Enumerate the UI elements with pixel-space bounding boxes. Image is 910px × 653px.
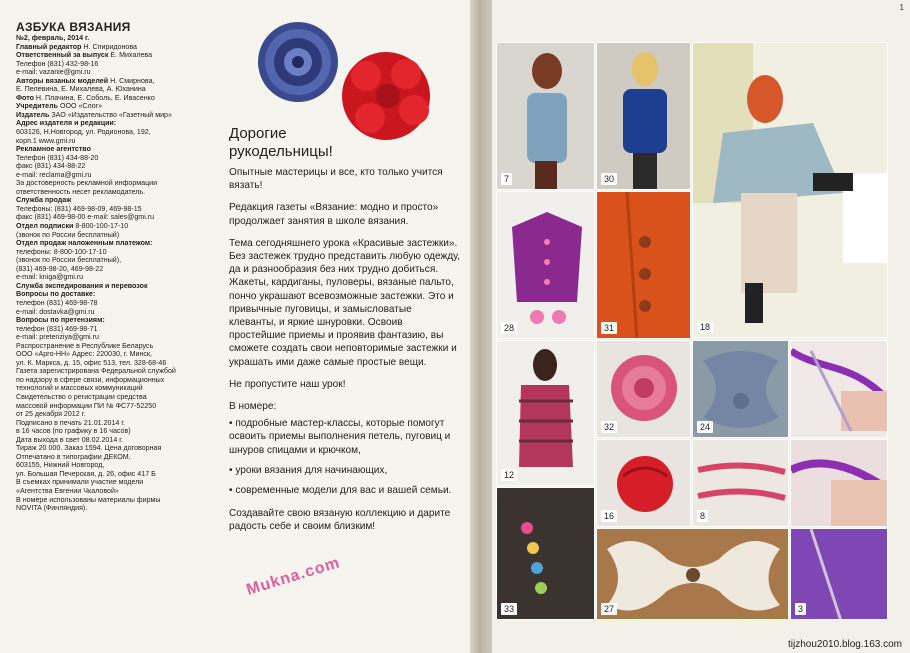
colophon-line: [16, 162, 216, 171]
colophon-text: 603126, Н.Новгород, ул. Родионова, 192,: [16, 128, 151, 137]
colophon-text: 603155, Нижний Новгород,: [16, 461, 105, 470]
photo-number: 3: [795, 603, 806, 615]
colophon-text: Е. Михалева: [110, 51, 153, 60]
colophon-text: ответственность несет рекламодатель.: [16, 187, 146, 196]
colophon-line: [16, 461, 216, 470]
photo-number: 24: [697, 421, 713, 433]
colophon-label: Вопросы по претензиям:: [16, 316, 105, 325]
colophon-text: Н. Смирнова,: [110, 76, 155, 85]
colophon-text: факс (831) 469-98-00 e-mail: sales@gmi.ru: [16, 213, 155, 222]
colophon-line: [16, 51, 216, 60]
colophon-line: [16, 128, 216, 137]
colophon-text: Н. Спиридонова: [83, 42, 137, 51]
colophon-label: Фото: [16, 93, 34, 102]
photo-number: 16: [601, 510, 617, 522]
colophon-line: [16, 77, 216, 86]
colophon-label: Служба экспедирования и перевозок: [16, 281, 148, 290]
photo-8: [692, 439, 789, 527]
photo-crochet-b: [790, 439, 888, 527]
photo-32: [596, 340, 691, 438]
colophon-text: e-mail: kniga@gmi.ru: [16, 273, 84, 282]
colophon-text: За достоверность рекламной информации: [16, 179, 158, 188]
watermark: Mukna.com: [244, 554, 343, 599]
photo-number: 33: [501, 603, 517, 615]
colophon-text: Тираж 20 000. Заказ 1594. Цена договорная: [16, 444, 162, 453]
colophon-label: Издатель: [16, 110, 50, 119]
colophon-line: [16, 282, 216, 291]
colophon-text: (звонок по России бесплатный),: [16, 256, 122, 265]
colophon-text: Распространение в Республике Беларусь: [16, 341, 154, 350]
colophon-line: [16, 444, 216, 453]
colophon-label: Служба продаж: [16, 196, 72, 205]
colophon-line: [16, 222, 216, 231]
colophon-text: массовой информации ПИ № ФС77-52250: [16, 401, 157, 410]
colophon-line: [16, 265, 216, 274]
colophon-line: [16, 68, 216, 77]
colophon-text: Е. Пелевина, Е. Михалева, А. Юханина: [16, 85, 146, 94]
colophon-line: [16, 316, 216, 325]
colophon-line: [16, 325, 216, 334]
photo-30: [596, 42, 691, 190]
colophon-text: Дата выхода в свет 08.02.2014 г.: [16, 435, 123, 444]
colophon-text: факс (831) 434-88-22: [16, 162, 86, 171]
colophon-line: [16, 359, 216, 368]
colophon-text: ЗАО «Издательство «Газетный мир»: [51, 110, 172, 119]
bullet-item: • современные модели для вас и вашей семьи.: [229, 485, 452, 497]
colophon-line: [16, 504, 216, 513]
photo-3: [790, 528, 888, 620]
colophon-line: [16, 231, 216, 240]
colophon-line: [16, 171, 216, 180]
photo-number: 8: [697, 510, 708, 522]
colophon-text: ООО «Слог»: [59, 102, 103, 111]
colophon-line: [16, 410, 216, 419]
issue-date: №2, февраль, 2014 г.: [16, 34, 90, 42]
letter-paragraph: В номере:: [229, 401, 277, 413]
colophon-text: e-mail: pretenziya@gmi.ru: [16, 333, 99, 342]
colophon-line: [16, 496, 216, 505]
photo-28: [496, 191, 595, 339]
photo-16: [596, 439, 691, 527]
colophon-text: Подписано в печать 21.01.2014 г.: [16, 418, 126, 427]
colophon-text: ООО «Арго-НН» Адрес: 220030, г. Минск,: [16, 350, 152, 359]
colophon-line: [16, 290, 216, 299]
blog-credit: tijzhou2010.blog.163.com: [788, 639, 902, 650]
letter-title: Дорогие рукодельницы!: [229, 125, 333, 160]
colophon-line: [16, 256, 216, 265]
colophon-text: В номере использованы материалы фирмы: [16, 495, 161, 504]
colophon-line: [16, 478, 216, 487]
colophon: [16, 20, 216, 513]
photo-number: 27: [601, 603, 617, 615]
colophon-line: [16, 299, 216, 308]
colophon-line: [16, 376, 216, 385]
colophon-text: «Агентства Евгении Чкаловой»: [16, 486, 119, 495]
letter-closing: Создавайте свою вязаную коллекцию и дарите радость себе и своим близким!: [229, 508, 451, 533]
colophon-line: [16, 333, 216, 342]
photo-27: [596, 528, 789, 620]
colophon-text: e-mail: dostavka@gmi.ru: [16, 307, 95, 316]
colophon-lines: [16, 43, 216, 513]
page-number: 1: [899, 3, 904, 12]
colophon-label: Отдел продаж наложенным платежом:: [16, 239, 153, 248]
letter-paragraph: Опытные мастерицы и все, кто только учится вязать!: [229, 167, 443, 192]
colophon-line: [16, 453, 216, 462]
colophon-line: [16, 384, 216, 393]
photo-33: [496, 487, 595, 620]
colophon-line: [16, 342, 216, 351]
colophon-line: [16, 85, 216, 94]
colophon-text: Телефон (831) 434-88-20: [16, 153, 99, 162]
colophon-text: Телефон (831) 432-98-16: [16, 59, 99, 68]
colophon-line: [16, 196, 216, 205]
letter-paragraph: Редакция газеты «Вязание: модно и просто» продолжает занятия в школе вязания.: [229, 202, 439, 227]
colophon-line: [16, 248, 216, 257]
photo-number: 31: [601, 322, 617, 334]
bullet-item: • подробные мастер-классы, которые помогут освоить приемы выполнения петель, пуговиц и шнуров спицами и крючком,: [229, 418, 451, 456]
colophon-line: [16, 111, 216, 120]
colophon-line: [16, 402, 216, 411]
colophon-text: ул. Большая Печерская, д. 26, офис 417 Б: [16, 469, 156, 478]
colophon-text: по надзору в сфере связи, информационных: [16, 375, 165, 384]
colophon-text: телефон (831) 469-98-71: [16, 324, 98, 333]
colophon-line: [16, 487, 216, 496]
colophon-line: [16, 145, 216, 154]
photo-number: 12: [501, 469, 517, 481]
letter-paragraph: Тема сегодняшнего урока «Красивые застежки». Без застежек трудно представить любую одежду, да и разнообразия без них трудно добиться. Жакеты, кардиганы, пуловеры, вязаные пальто, пончо украшают всевозможные застежки. Это и привычные пуговицы, и замысловатые клеванты, и яркие шнуровки. Освоив простейшие приемы и проявив фантазию, вы сможете создать свои неповторимые застежки и украшать ими даже самые простые вещи.: [229, 237, 460, 368]
colophon-text: телефоны: 8-800-100-17-10: [16, 247, 107, 256]
colophon-text: e-mail: reclama@gmi.ru: [16, 170, 92, 179]
masthead: АЗБУКА ВЯЗАНИЯ: [16, 20, 131, 34]
colophon-label: Вопросы по доставке:: [16, 290, 96, 299]
colophon-text: (831) 469-98-20, 469-98-22: [16, 264, 104, 273]
colophon-line: [16, 43, 216, 52]
colophon-text: от 25 декабря 2012 г.: [16, 410, 86, 419]
colophon-line: [16, 94, 216, 103]
colophon-line: [16, 427, 216, 436]
colophon-text: 8-800-100-17-10: [75, 222, 129, 231]
colophon-label: Отдел подписки: [16, 222, 74, 231]
colophon-line: [16, 154, 216, 163]
colophon-label: Учредитель: [16, 102, 58, 111]
colophon-line: [16, 179, 216, 188]
colophon-line: [16, 239, 216, 248]
photo-crochet-a: [790, 340, 888, 438]
spine: [470, 0, 492, 653]
photo-7: [496, 42, 595, 190]
colophon-text: Телефоны: (831) 469-98-09, 469-98-15: [16, 204, 142, 213]
photo-18: [692, 42, 888, 338]
photo-31: [596, 191, 691, 339]
colophon-label: Главный редактор: [16, 42, 82, 51]
colophon-line: [16, 60, 216, 69]
editorial-letter: [229, 125, 461, 543]
colophon-text: (звонок по России бесплатный): [16, 230, 120, 239]
colophon-line: [16, 273, 216, 282]
letter-paragraph: Не пропустите наш урок!: [229, 378, 346, 390]
colophon-text: В съемках принимали участие модели: [16, 478, 144, 487]
colophon-label: Рекламное агентство: [16, 145, 91, 154]
colophon-text: Н. Плачина, Е. Соболь, Е. Ивасенко: [35, 93, 155, 102]
colophon-line: [16, 308, 216, 317]
colophon-text: ул. К. Маркса, д. 15, офис 513, тел. 328-68-46: [16, 358, 167, 367]
colophon-text: технологий и массовых коммуникаций: [16, 384, 143, 393]
photo-number: 7: [501, 173, 512, 185]
photo-number: 30: [601, 173, 617, 185]
colophon-label: Авторы вязаных моделей: [16, 76, 109, 85]
colophon-text: Свидетельство о регистрации средства: [16, 392, 147, 401]
colophon-text: в 16 часов (по графику в 16 часов): [16, 427, 131, 436]
photo-number: 28: [501, 322, 517, 334]
blue-yarn-flower: [258, 22, 338, 102]
colophon-line: [16, 119, 216, 128]
colophon-line: [16, 367, 216, 376]
colophon-line: [16, 393, 216, 402]
photo-12: [496, 340, 595, 486]
colophon-line: [16, 188, 216, 197]
colophon-text: NOVITA (Финляндия).: [16, 504, 88, 513]
colophon-label: Ответственный за выпуск: [16, 51, 109, 60]
colophon-text: телефон (831) 469-98-78: [16, 298, 98, 307]
colophon-line: [16, 470, 216, 479]
colophon-line: [16, 137, 216, 146]
colophon-line: [16, 419, 216, 428]
bullet-item: • уроки вязания для начинающих,: [229, 464, 388, 476]
colophon-line: [16, 213, 216, 222]
colophon-line: [16, 436, 216, 445]
colophon-text: Отпечатано в типографии ДЕКОМ,: [16, 452, 131, 461]
colophon-line: [16, 102, 216, 111]
colophon-text: корп.1 www.gmi.ru: [16, 136, 76, 145]
colophon-line: [16, 350, 216, 359]
photo-number: 18: [697, 321, 713, 333]
colophon-text: Газета зарегистрирована Федеральной службой: [16, 367, 176, 376]
colophon-text: e-mail: vazanie@gmi.ru: [16, 68, 91, 77]
colophon-line: [16, 205, 216, 214]
photo-number: 32: [601, 421, 617, 433]
photo-24: [692, 340, 789, 438]
colophon-label: Адрес издателя и редакции:: [16, 119, 117, 128]
right-page: [492, 0, 910, 653]
